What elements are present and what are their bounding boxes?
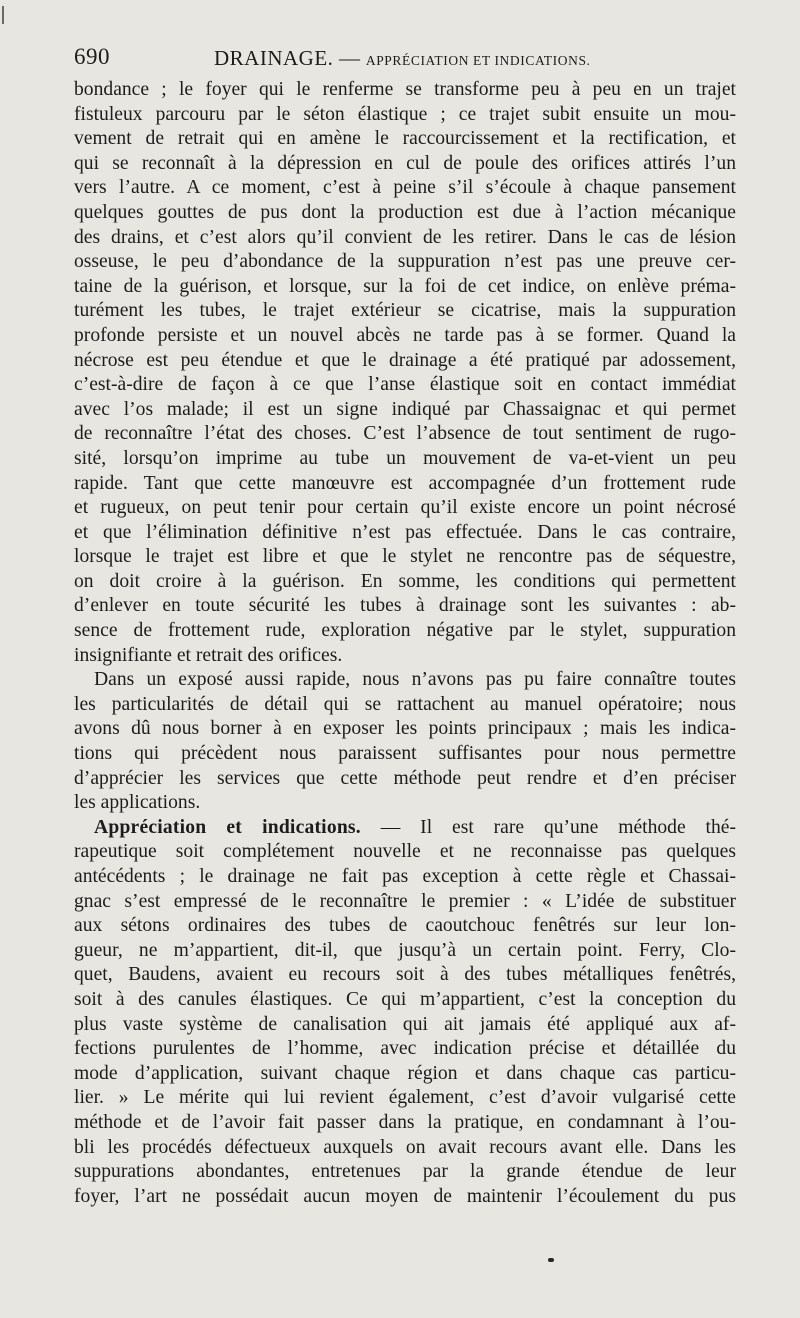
- page-header: [74, 44, 736, 74]
- text-line: fistuleux parcouru par le séton élastique ; ce trajet subit ensuite un mou-: [74, 103, 736, 125]
- running-head: [214, 46, 591, 71]
- text-line: d’apprécier les services que cette méthode peut rendre et d’en préciser: [74, 767, 736, 789]
- section-heading: Appréciation et indications.: [94, 816, 361, 838]
- text-line: des drains, et c’est alors qu’il convient de les retirer. Dans le cas de lésion: [74, 226, 736, 248]
- text-line: quelques gouttes de pus dont la production est due à l’action mécanique: [74, 201, 736, 223]
- text-line: on doit croire à la guérison. En somme, les conditions qui permettent: [74, 570, 736, 592]
- text-line: méthode et de l’avoir fait passer dans la pratique, en condamnant à l’ou-: [74, 1111, 736, 1133]
- page-number: 690: [74, 44, 110, 69]
- text-line: vement de retrait qui en amène le raccourcissement et la rectification, et: [74, 128, 736, 150]
- text-line: profonde persiste et un nouvel abcès ne tarde pas à se former. Quand la: [74, 324, 736, 346]
- text-line: vers l’autre. A ce moment, c’est à peine s’il s’écoule à chaque pansement: [74, 177, 736, 199]
- text-line: aux sétons ordinaires des tubes de caoutchouc fenêtrés sur leur lon-: [74, 915, 736, 937]
- text-line: taine de la guérison, et lorsque, sur la foi de cet indice, on enlève préma-: [74, 275, 736, 297]
- text-line: c’est-à-dire de façon à ce que l’anse élastique soit en contact immédiat: [74, 374, 736, 396]
- text-line: osseuse, le peu d’abondance de la suppuration n’est pas une preuve cer-: [74, 251, 736, 273]
- text-line: nécrose est peu étendue et que le drainage a été pratiqué par adossement,: [74, 349, 736, 371]
- text-line: et rugueux, on peut tenir pour certain qu’il existe encore un point nécrosé: [74, 497, 736, 519]
- text-line: mode d’application, suivant chaque région et dans chaque cas particu-: [74, 1062, 736, 1084]
- text-line: insignifiante et retrait des orifices.: [74, 644, 343, 666]
- text-line: avons dû nous borner à en exposer les points principaux ; mais les indica-: [74, 718, 736, 740]
- text-line: de reconnaître l’état des choses. C’est l’absence de tout sentiment de rugo-: [74, 423, 736, 445]
- running-head-subtitle: APPRÉCIATION ET INDICATIONS.: [365, 53, 591, 68]
- text-line: rapide. Tant que cette manœuvre est accompagnée d’un frottement rude: [74, 472, 736, 494]
- text-line: sence de frottement rude, exploration négative par le stylet, suppuration: [74, 620, 736, 642]
- text-line: qui se reconnaît à la dépression en cul de poule des orifices attirés l’un: [74, 152, 736, 174]
- text-line: rapeutique soit complétement nouvelle et ne reconnaisse pas quelques: [74, 841, 736, 863]
- running-head-title: DRAINAGE.: [214, 46, 334, 70]
- text-line: bli les procédés défectueux auxquels on avait recours avant elle. Dans les: [74, 1136, 736, 1158]
- text-line: bondance ; le foyer qui le renferme se transforme peu à peu en un trajet: [74, 79, 736, 100]
- text-line: lorsque le trajet est libre et que le stylet ne rencontre pas de séquestre,: [74, 546, 736, 568]
- printer-mark: [548, 1258, 554, 1262]
- text-line: foyer, l’art ne possédait aucun moyen de maintenir l’écoulement du pus: [74, 1185, 736, 1207]
- text-line: quet, Baudens, avaient eu recours soit à des tubes métalliques fenêtrés,: [74, 964, 736, 986]
- text-line: [74, 816, 736, 841]
- text-line: les applications.: [74, 792, 201, 814]
- body-text: [74, 78, 736, 1209]
- text-line: tions qui précèdent nous paraissent suffisantes pour nous permettre: [74, 743, 736, 765]
- text-line: d’enlever en toute sécurité les tubes à drainage sont les suivantes : ab-: [74, 595, 736, 617]
- text-line: les particularités de détail qui se rattachent au manuel opératoire; nous: [74, 693, 736, 715]
- running-head-separator: —: [338, 46, 361, 70]
- text-line: avec l’os malade; il est un signe indiqué par Chassaignac et qui permet: [74, 398, 736, 420]
- text-line: gueur, ne m’appartient, dit-il, que jusqu’à un certain point. Ferry, Clo-: [74, 939, 736, 961]
- text-line: plus vaste système de canalisation qui ait jamais été appliqué aux af-: [74, 1013, 736, 1035]
- text-line: turément les tubes, le trajet extérieur se cicatrise, mais la suppuration: [74, 300, 736, 322]
- text-line: sité, lorsqu’on imprime au tube un mouvement de va-et-vient un peu: [74, 447, 736, 469]
- text-line: Dans un exposé aussi rapide, nous n’avons pas pu faire connaître toutes: [94, 669, 736, 691]
- text-line: suppurations abondantes, entretenues par la grande étendue de leur: [74, 1161, 736, 1183]
- text-line: lier. » Le mérite qui lui revient également, c’est d’avoir vulgarisé cette: [74, 1087, 736, 1109]
- page-edge-mark: [2, 6, 4, 24]
- line-text: — Il est rare qu’une méthode thé-: [360, 816, 737, 838]
- text-line: et que l’élimination définitive n’est pas effectuée. Dans le cas contraire,: [74, 521, 736, 543]
- text-line: gnac s’est empressé de le reconnaître le premier : « L’idée de substituer: [74, 890, 736, 912]
- text-line: antécédents ; le drainage ne fait pas exception à cette règle et Chassai-: [74, 866, 736, 887]
- text-line: fections purulentes de l’homme, avec indication précise et détaillée du: [74, 1038, 736, 1060]
- text-line: soit à des canules élastiques. Ce qui m’appartient, c’est la conception du: [74, 988, 736, 1010]
